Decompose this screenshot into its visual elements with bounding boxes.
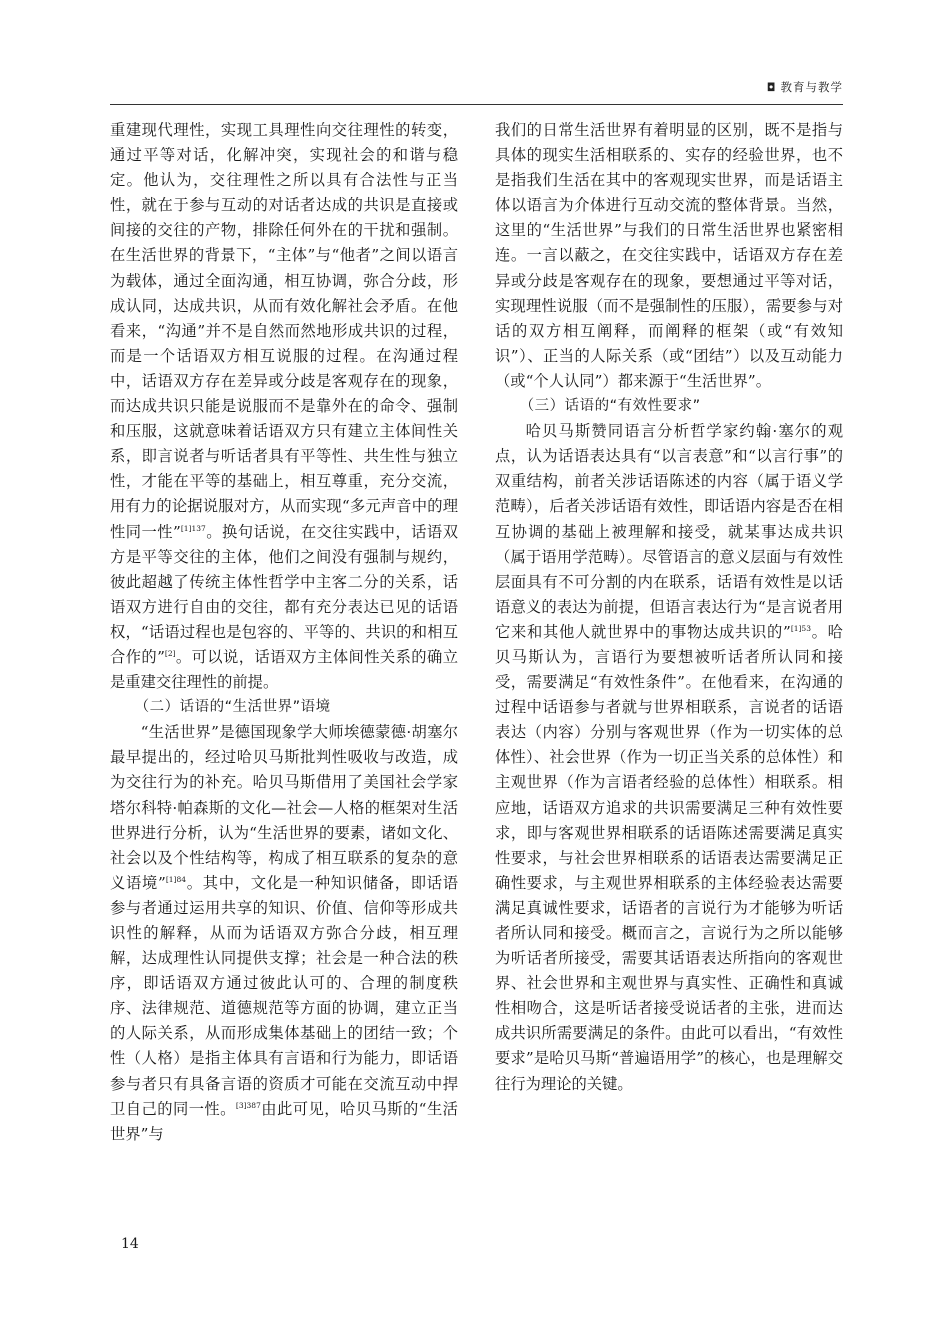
header-square-icon: ◘ — [766, 81, 777, 94]
text-span: 。可以说，话语双方主体间性关系的确立是重建交往理性的前提。 — [110, 647, 458, 692]
paragraph-lifeworld — [110, 720, 458, 1147]
left-column — [110, 118, 458, 1147]
running-header — [110, 79, 843, 99]
text-span: 哈贝马斯赞同语言分析哲学家约翰·塞尔的观点，认为话语表达具有“以言表意”和“以言行事”的双重结构，前者关涉话语陈述的内容（属于语义学范畴），后者关涉话语有效性，即话语内容是否在相互协调的基础上被理解和接受，就某事达成共识（属于语用学范畴）。尽管语言的意义层面与有效性层面具有不可分割的内在联系，话语有效性是以话语意义的表达为前提，但语言表达行为“是言说者用它来和其他人就世界中的事物达成共识的” — [495, 422, 843, 641]
citation-ref: [3]387 — [235, 1100, 261, 1110]
citation-ref: [1]84 — [165, 874, 186, 884]
paragraph-lifeworld-continued: 我们的日常生活世界有着明显的区别，既不是指与具体的现实生活相联系的、实存的经验世界，也不是指我们生活在其中的客观现实世界，而是话语主体以语言为介体进行互动交流的整体背景。当然，这里的“生活世界”与我们的日常生活世界也紧密相连。一言以蔽之，在交往实践中，话语双方存在差异或分歧是客观存在的现象，要想通过平等对话，实现理性说服（而不是强制性的压服），需要参与对话的双方相互阐释，而阐释的框架（或“有效知识”）、正当的人际关系（或“团结”）以及互动能力（或“个人认同”）都来源于“生活世界”。 — [495, 121, 843, 390]
text-span: 由此可见，哈贝马斯的“生活世界”与 — [110, 1099, 458, 1143]
text-span: “生活世界”是德国现象学大师埃德蒙德·胡塞尔最早提出的，经过哈贝马斯批判性吸收与改造，成为交往行为的补充。哈贝马斯借用了美国社会学家塔尔科特·帕森斯的文化—社会—人格的框架对生活世界进行分析，认为“生活世界的要素，诸如文化、社会以及个性结构等，构成了相互联系的复杂的意义语境” — [110, 723, 458, 892]
right-column — [495, 118, 843, 1097]
text-span: 。哈贝马斯认为，言语行为要想被听话者所认同和接受，需要满足“有效性条件”。在他看来，在沟通的过程中话语参与者就与世界相联系，言说者的话语表达（内容）分别与客观世界（作为一切实体的总体性）、社会世界（作为一切正当关系的总体性）和主观世界（作为言语者经验的总体性）相联系。相应地，话语双方追求的共识需要满足三种有效性要求，即与客观世界相联系的话语陈述需要满足真实性要求，与社会世界相联系的话语表达需要满足正确性要求，与主观世界相联系的主体经验表达需要满足真诚性要求，话语者的言说行为才能够为听话者所认同和接受。概而言之，言说行为之所以能够为听话者所接受，需要其话语表达所指向的客观世界、社会世界和主观世界与真实性、正确性和真诚性相吻合，这是听话者接受说话者的主张，进而达成共识所需要满足的条件。由此可以看出，“有效性要求”是哈贝马斯“普遍语用学”的核心，也是理解交往行为理论的关键。 — [495, 622, 843, 1093]
text-span: 。换句话说，在交往实践中，话语双方是平等交往的主体，他们之间没有强制与规约，彼此超越了传统主体性哲学中主客二分的关系，话语双方进行自由的交往，都有充分表达已见的话语权，“话语过程也是包容的、平等的、共识的和相互合作的” — [110, 522, 458, 666]
page-number: 14 — [121, 1236, 139, 1252]
text-span: 。其中，文化是一种知识储备，即话语参与者通过运用共享的知识、价值、信仰等形成共识性的解释，从而为话语双方弥合分歧，相互理解，达成理性认同提供支撑；社会是一种合法的秩序，即话语双方通过彼此认可的、合理的制度秩序、法律规范、道德规范等方面的协调，建立正当的人际关系，从而形成集体基础上的团结一致；个性（人格）是指主体具有言语和行为能力，即话语参与者只有具备言语的资质才可能在交流互动中捍卫自己的同一性。 — [110, 873, 458, 1118]
section-heading-lifeworld: （二）话语的“生活世界”语境 — [134, 699, 331, 716]
header-rule — [110, 104, 843, 105]
section-heading-validity: （三）话语的“有效性要求” — [519, 398, 701, 415]
paragraph-validity — [495, 419, 843, 1097]
citation-ref: [2] — [164, 648, 176, 658]
text-span: 重建现代理性，实现工具理性向交往理性的转变，通过平等对话，化解冲突，实现社会的和谐与稳定。他认为，交往理性之所以具有合法性与正当性，就在于参与互动的对话者达成的共识是直接或间接的交往的产物，排除任何外在的干扰和强制。在生活世界的背景下，“主体”与“他者”之间以语言为载体，通过全面沟通，相互协调，弥合分歧，形成认同，达成共识，从而有效化解社会矛盾。在他看来，“沟通”并不是自然而然地形成共识的过程，而是一个话语双方相互说服的过程。在沟通过程中，话语双方存在差异或分歧是客观存在的现象，而达成共识只能是说服而不是靠外在的命令、强制和压服，这就意味着话语双方只有建立主体间性关系，即言说者与听话者具有平等性、共生性与独立性，才能在平等的基础上，相互尊重，充分交流，用有力的论据说服对方，从而实现“多元声音中的理性同一性” — [110, 121, 458, 541]
header-section-title: 教育与教学 — [780, 80, 843, 94]
citation-ref: [1]137 — [180, 523, 206, 533]
paragraph-continued — [110, 118, 458, 695]
citation-ref: [1]53 — [790, 623, 811, 633]
